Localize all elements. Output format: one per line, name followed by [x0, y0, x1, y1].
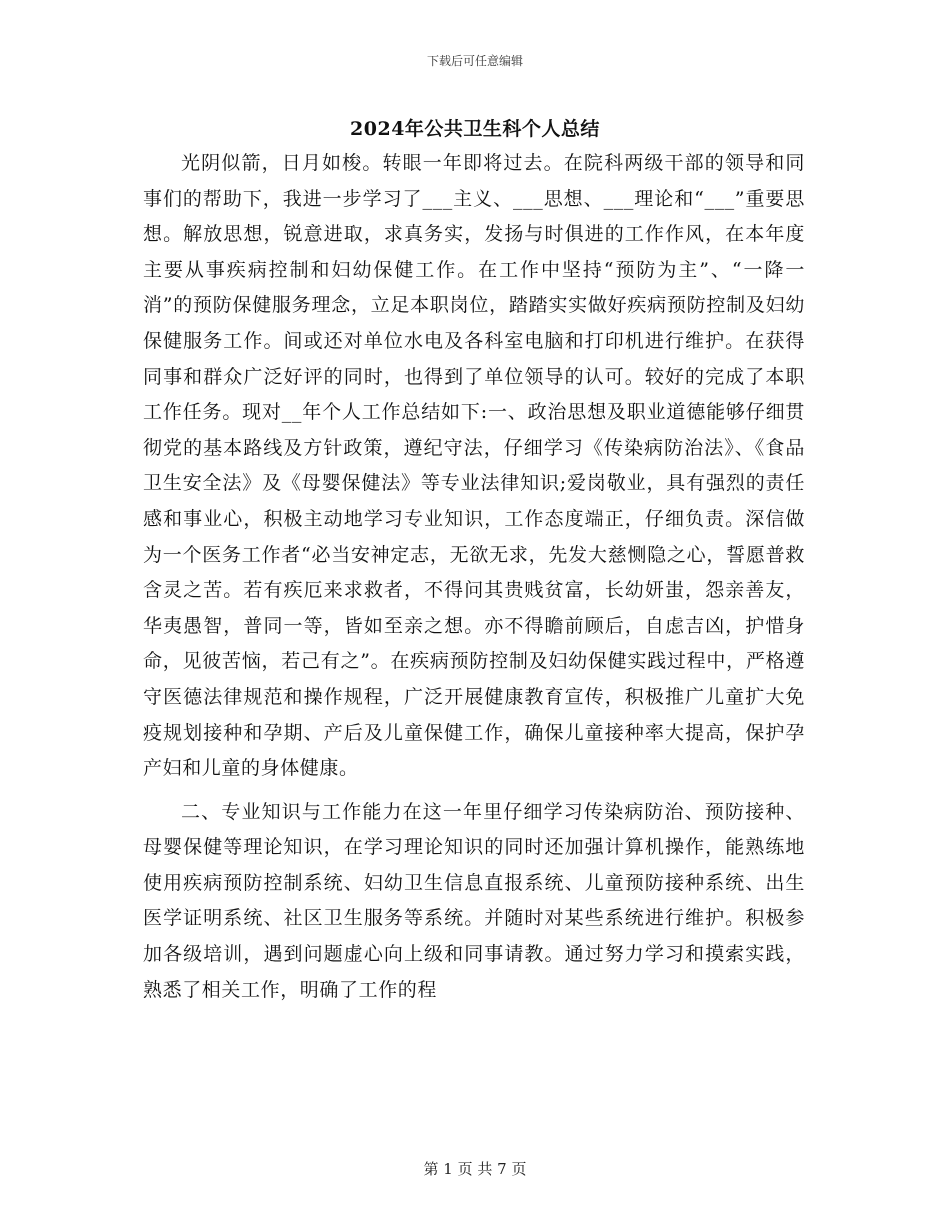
- header-note: 下载后可任意编辑: [426, 54, 523, 68]
- document-title: 2024年公共卫生科个人总结: [350, 118, 600, 140]
- body-paragraph-1: 光阴似箭，日月如梭。转眼一年即将过去。在院科两级干部的领导和同事们的帮助下，我进一步学习了___主义、___思想、___理论和“___”重要思想。解放思想，锐意进取，求真务实，发扬与时俱进的工作作风，在本年度主要从事疾病控制和妇幼保健工作。在工作中坚持“预防为主”、“一降一消”的预防保健服务理念，立足本职岗位，踏踏实实做好疾病预防控制及妇幼保健服务工作。间或还对单位水电及各科室电脑和打印机进行维护。在获得同事和群众广泛好评的同时，也得到了单位领导的认可。较好的完成了本职工作任务。现对__年个人工作总结如下:一、政治思想及职业道德能够仔细贯彻党的基本路线及方针政策，遵纪守法，仔细学习《传染病防治法》、《食品卫生安全法》及《母婴保健法》等专业法律知识;爱岗敬业，具有强烈的责任感和事业心，积极主动地学习专业知识，工作态度端正，仔细负责。深信做为一个医务工作者“必当安神定志，无欲无求，先发大慈恻隐之心，誓愿普救含灵之苦。若有疾厄来求救者，不得问其贵贱贫富，长幼妍蚩，怨亲善友，华夷愚智，普同一等，皆如至亲之想。亦不得瞻前顾后，自虑吉凶，护惜身命，见彼苦恼，若己有之”。在疾病预防控制及妇幼保健实践过程中，严格遵守医德法律规范和操作规程，广泛开展健康教育宣传，积极推广儿童扩大免疫规划接种和孕期、产后及儿童保健工作，确保儿童接种率大提高，保护孕产妇和儿童的身体健康。: [143, 152, 805, 780]
- document-body: [143, 146, 805, 1008]
- page-number: 第 1 页 共 7 页: [423, 1160, 527, 1178]
- body-paragraph-2: 二、专业知识与工作能力在这一年里仔细学习传染病防治、预防接种、母婴保健等理论知识，在学习理论知识的同时还加强计算机操作，能熟练地使用疾病预防控制系统、妇幼卫生信息直报系统、儿童预防接种系统、出生医学证明系统、社区卫生服务等系统。并随时对某些系统进行维护。积极参加各级培训，遇到问题虚心向上级和同事请教。通过努力学习和摸索实践，熟悉了相关工作，明确了工作的程: [143, 800, 805, 1001]
